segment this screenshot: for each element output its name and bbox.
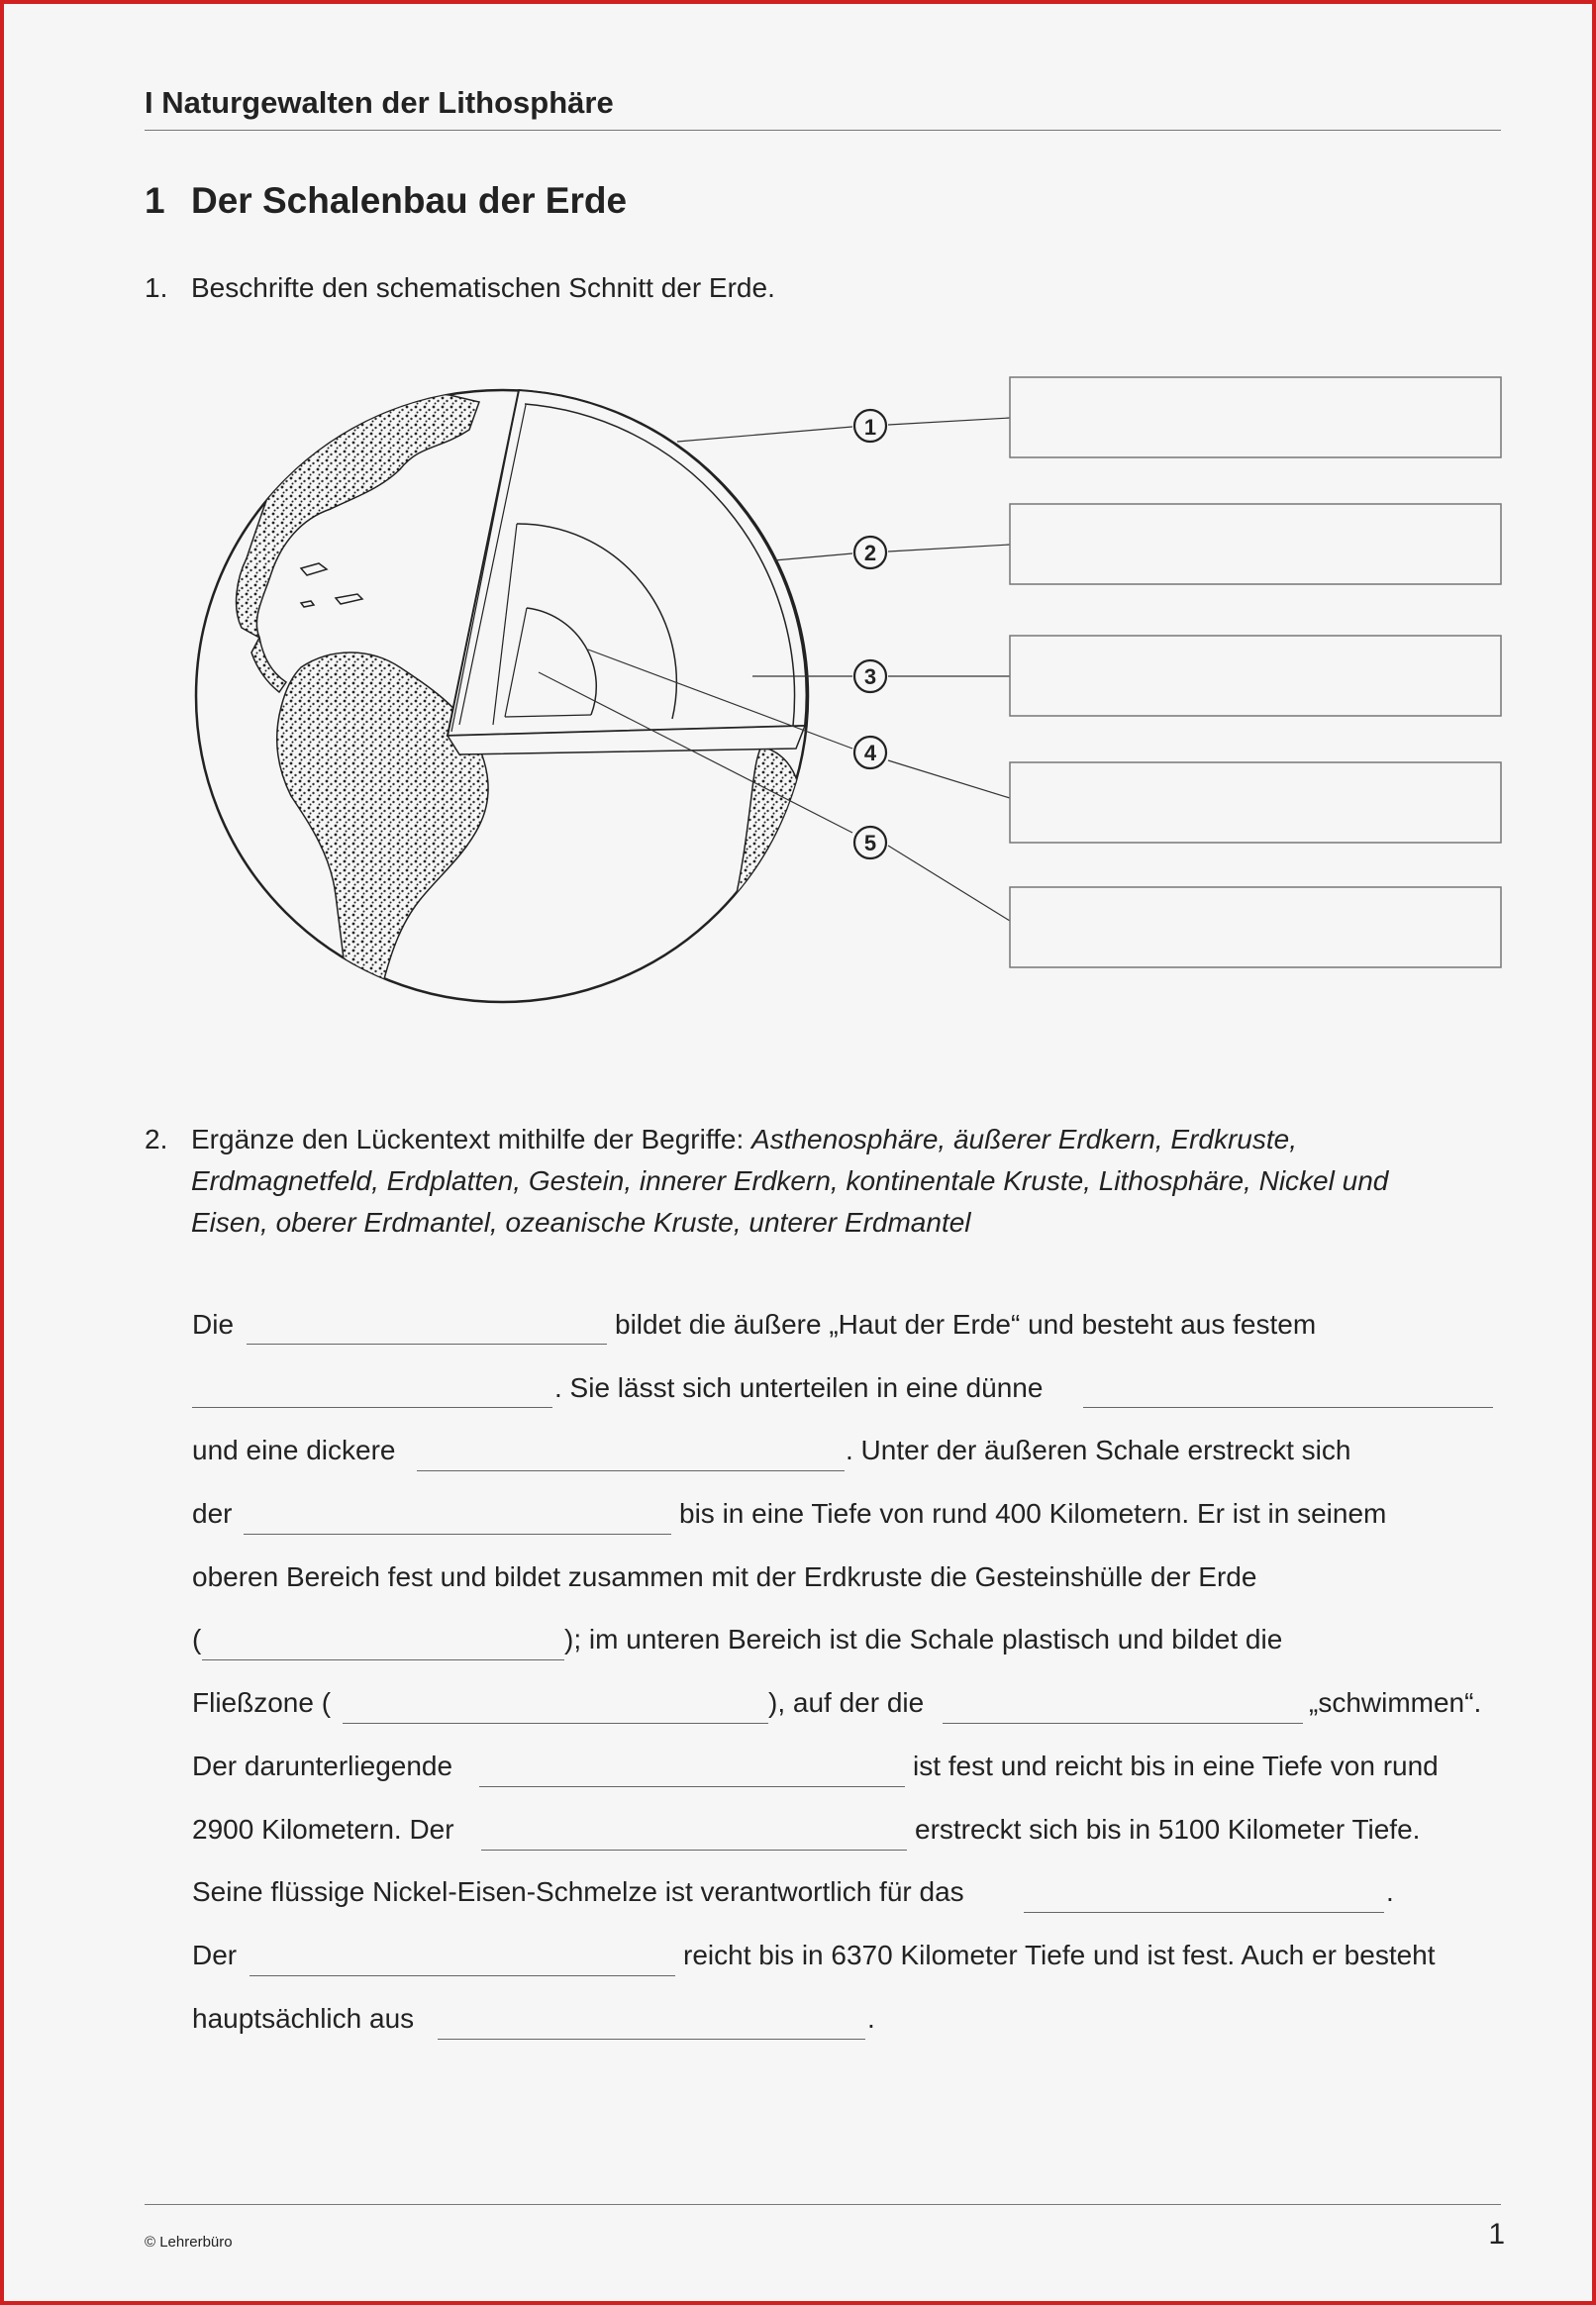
cloze-line-9b: erstreckt sich bis in 5100 Kilometer Tiefe. <box>915 1814 1421 1845</box>
cloze-line-4a: der <box>192 1498 233 1529</box>
gap-5[interactable] <box>244 1534 671 1535</box>
chapter-heading: I Naturgewalten der Lithosphäre <box>145 85 614 120</box>
page-number: 1 <box>1488 2218 1505 2251</box>
cloze-line-8a: Der darunterliegende <box>192 1751 453 1781</box>
cloze-line-1a: Die <box>192 1309 235 1340</box>
gap-4[interactable] <box>417 1470 845 1471</box>
cloze-line-6b: ); im unteren Bereich ist die Schale plastisch und bildet die <box>564 1624 1283 1654</box>
task-2-number: 2. <box>145 1124 168 1154</box>
cloze-line-4b: bis in eine Tiefe von rund 400 Kilometern. Er ist in seinem <box>679 1498 1387 1529</box>
gap-1[interactable] <box>247 1344 607 1345</box>
gap-7[interactable] <box>343 1723 768 1724</box>
cloze-line-11a: Der <box>192 1940 238 1970</box>
cloze-line-12a: hauptsächlich aus <box>192 2003 415 2034</box>
gap-8[interactable] <box>943 1723 1303 1724</box>
marker-1-label: 1 <box>863 415 877 440</box>
title-number: 1 <box>145 180 165 221</box>
task-1-number: 1. <box>145 272 168 303</box>
cloze-line-10b: . <box>1386 1876 1394 1907</box>
cloze-line-7c: „schwimmen“. <box>1309 1687 1482 1718</box>
footer-rule <box>145 2204 1501 2205</box>
cloze-line-7a: Fließzone ( <box>192 1687 332 1718</box>
marker-2-label: 2 <box>863 541 877 565</box>
cloze-line-2a: . Sie lässt sich unterteilen in eine dünne <box>554 1372 1044 1403</box>
gap-2[interactable] <box>192 1407 552 1408</box>
gap-9[interactable] <box>479 1786 905 1787</box>
gap-10[interactable] <box>481 1850 907 1851</box>
cloze-line-11b: reicht bis in 6370 Kilometer Tiefe und ist fest. Auch er besteht <box>683 1940 1436 1970</box>
task-2-lead: Ergänze den Lückentext mithilfe der Begriffe: <box>191 1124 752 1154</box>
cloze-line-1b: bildet die äußere „Haut der Erde“ und besteht aus festem <box>615 1309 1317 1340</box>
task-1-text: Beschrifte den schematischen Schnitt der Erde. <box>191 272 775 303</box>
copyright-notice: © Lehrerbüro <box>145 2234 233 2251</box>
cloze-line-5: oberen Bereich fest und bildet zusammen mit der Erdkruste die Gesteinshülle der Erde <box>192 1561 1257 1592</box>
title-text: Der Schalenbau der Erde <box>191 180 628 221</box>
marker-4-label: 4 <box>863 741 877 765</box>
cloze-line-12b: . <box>867 2003 875 2034</box>
gap-6[interactable] <box>202 1659 564 1660</box>
marker-5-label: 5 <box>863 831 877 855</box>
gap-12[interactable] <box>249 1975 675 1976</box>
gap-13[interactable] <box>438 2039 865 2040</box>
cloze-line-3a: und eine dickere <box>192 1435 396 1465</box>
gap-11[interactable] <box>1024 1912 1384 1913</box>
gap-3[interactable] <box>1083 1407 1493 1408</box>
cloze-text <box>4 4 1592 2301</box>
task-2-terms: Asthenosphäre, äußerer Erdkern, Erdkruste, Erdmagnetfeld, Erdplatten, Gestein, innerer Erdkern, kontinentale Kruste, Lithosphäre, Nickel und Eisen, oberer Erdmantel, ozeanische Kruste, unterer Erdmantel <box>191 1124 1389 1238</box>
marker-3-label: 3 <box>863 664 877 689</box>
cloze-line-3b: . Unter der äußeren Schale erstreckt sich <box>846 1435 1351 1465</box>
cloze-line-8b: ist fest und reicht bis in eine Tiefe von rund <box>913 1751 1439 1781</box>
cloze-line-9a: 2900 Kilometern. Der <box>192 1814 454 1845</box>
cloze-line-7b: ), auf der die <box>768 1687 925 1718</box>
cloze-line-6a: ( <box>192 1624 202 1654</box>
cloze-line-10a: Seine flüssige Nickel-Eisen-Schmelze ist verantwortlich für das <box>192 1876 964 1907</box>
